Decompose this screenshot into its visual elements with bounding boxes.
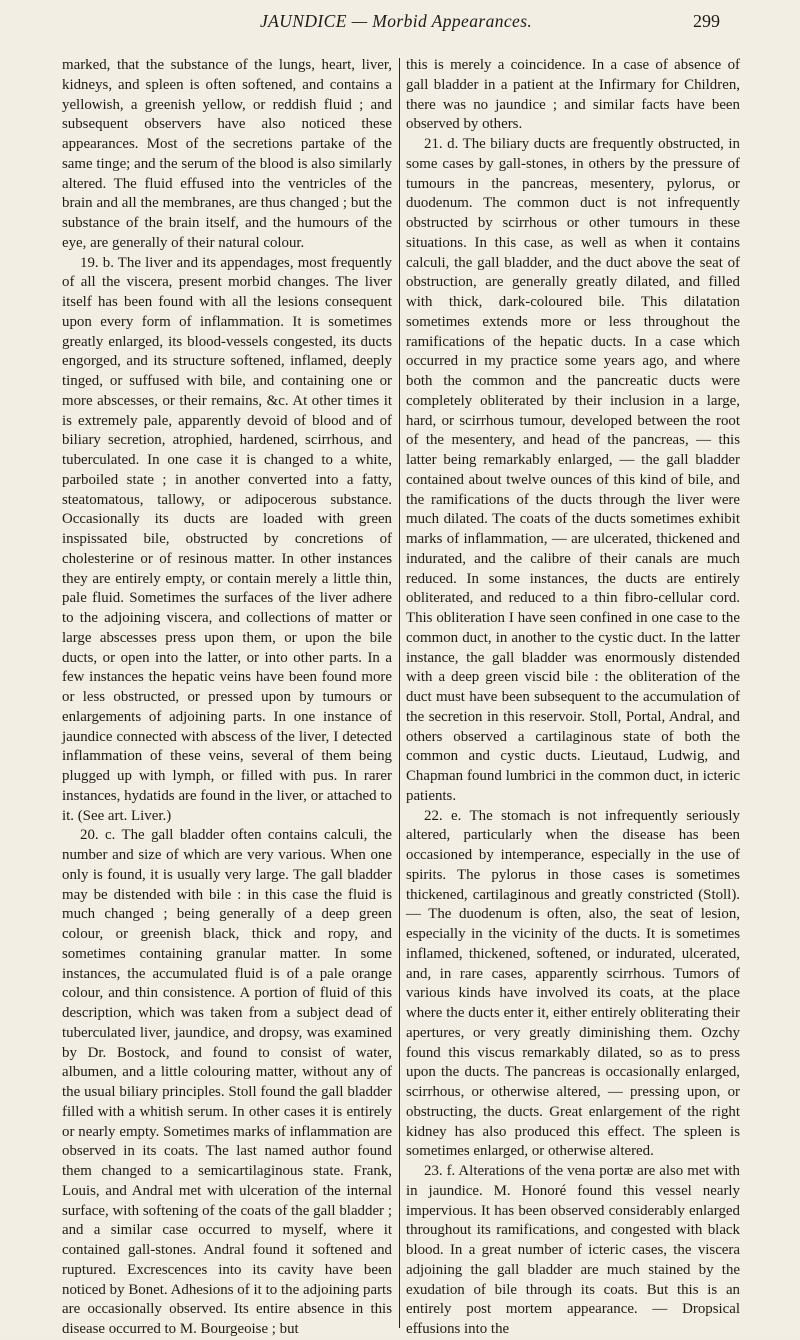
left-column [62,56,392,1340]
right-column [406,56,740,1340]
paragraph: 19. b. The liver and its appendages, most frequently of all the viscera, present morbid changes. The liver itself has been found with all the lesions consequent upon every form of inflammation. It is sometimes greatly enlarged, its blood-vessels congested, its ducts engorged, and its structure softened, inflamed, deeply tinged, or suffused with bile, and containing one or more abscesses, or their remains, &c. At other times it is extremely pale, apparently devoid of blood and of biliary secretion, atrophied, hardened, scirrhous, and tuberculated. In one case it is changed to a white, parboiled state ; in another converted into a fatty, steatomatous, tallowy, or adipocerous substance. Occasionally its ducts are loaded with green inspissated bile, obstructed by concretions of cholesterine or of resinous matter. In other instances they are entirely empty, or contain merely a little thin, pale fluid. Sometimes the surfaces of the liver adhere to the adjoining viscera, and collections of matter or large abscesses press upon them, or upon the bile ducts, or open into the latter, or into other parts. In a few instances the hepatic veins have been found more or less obstructed, or pressed upon by tumours or enlargements of adjoining parts. In one instance of jaundice connected with abscess of the liver, I detected inflammation of these veins, several of them being plugged up with lymph, or filled with pus. In rarer instances, hydatids are found in the liver, or attached to it. (See art. Liver.) [62,254,392,824]
paragraph: 21. d. The biliary ducts are frequently obstructed, in some cases by gall-stones, in others by the pressure of tumours in the pancreas, mesentery, pylorus, or duodenum. The common duct is not infrequently obstructed by scirrhous or other tumours in these situations. In this case, as well as when it contains calculi, the gall bladder, and the duct above the seat of obstruction, are generally greatly dilated, and filled with thick, dark-coloured bile. This dilatation sometimes extends more or less throughout the ramifications of the hepatic ducts. In a case which occurred in my practice some years ago, and where both the common and the pancreatic ducts were completely obliterated by their inclusion in a large, hard, or scirrhous tumour, developed between the root of the mesentery, and head of the pancreas, — this latter being remarkably enlarged, — the gall bladder contained about twelve ounces of this kind of bile, and the ramifications of the ducts through the liver were much dilated. The coats of the ducts sometimes exhibit marks of inflammation, — are ulcerated, thickened and indurated, and the calibre of their canals are much reduced. In some instances, the ducts are entirely obliterated, and reduced to a thin fibro-cellular cord. This obliteration I have seen confined in one case to the common duct, in another to the cystic duct. In the latter instance, the gall bladder was enormously distended with a deep green viscid bile : the obliteration of the duct must have been subsequent to the accumulation of the secretion in this reservoir. Stoll, Portal, Andral, and others observed a cartilaginous state of both the common and cystic ducts. Lieutaud, Ludwig, and Chapman found lumbrici in the common duct, in icteric patients. [406,136,740,804]
paragraph: this is merely a coincidence. In a case of absence of gall bladder in a patient at the Infirmary for Children, there was no jaundice ; and similar facts have been observed by others. [406,57,740,133]
paragraph: 22. e. The stomach is not infrequently seriously altered, particularly when the disease has been occasioned by intemperance, especially in the use of spirits. The pylorus in those cases is sometimes thickened, cartilaginous and greatly constricted (Stoll). — The duodenum is often, also, the seat of lesion, especially in the vicinity of the ducts. It is sometimes inflamed, thickened, softened, or indurated, ulcerated, and, in rare cases, apparently scirrhous. Tumors of various kinds have involved its coats, at the place where the ducts enter it, either entirely obliterating their apertures, or very greatly diminishing them. Ozchy found this viscus remarkably dilated, so as to press upon the ducts. The pancreas is occasionally enlarged, scirrhous, or otherwise altered, — pressing upon, or obstructing, the ducts. Great enlargement of the right kidney has also produced this effect. The spleen is sometimes enlarged, or otherwise altered. [406,807,740,1160]
column-divider [399,58,400,1328]
paragraph: marked, that the substance of the lungs, heart, liver, kidneys, and spleen is often softened, and contains a yellowish, a greenish yellow, or reddish fluid ; and subsequent observers have also noticed these appearances. Most of the secretions partake of the same tinge; and the serum of the blood is also similarly altered. The fluid effused into the ventricles of the brain and all the membranes, are thus changed ; but the substance of the brain itself, and the humours of the eye, are generally of their natural colour. [62,57,392,251]
running-head: JAUNDICE — Morbid Appearances. [260,11,533,31]
paragraph: 20. c. The gall bladder often contains calculi, the number and size of which are very various. When one only is found, it is usually very large. The gall bladder may be distended with bile : in this case the fluid is much changed ; being generally of a deep green colour, or greenish black, thick and ropy, and sometimes containing granular matter. In some instances, the accumulated fluid is of a pale orange colour, and thin consistence. A portion of fluid of this description, which was taken from a subject dead of tuberculated liver, jaundice, and dropsy, was examined by Dr. Bostock, and found to consist of water, albumen, and a little colouring matter, without any of the usual biliary principles. Stoll found the gall bladder filled with a whitish serum. In other cases it is entirely or nearly empty. Sometimes marks of inflammation are observed in its coats. The last named author found them changed to a semicartilaginous state. Frank, Louis, and Andral met with ulceration of the internal surface, with softening of the coats of the gall bladder ; and a similar case occurred to myself, where it contained gall-stones. Andral found it softened and ruptured. Excrescences into its cavity have been noticed by Bonet. Adhesions of it to the adjoining parts are occasionally observed. Its entire absence in this disease occurred to M. Bourgeoise ; but [62,827,392,1337]
paragraph: 23. f. Alterations of the vena portæ are also met with in jaundice. M. Honoré found this vessel nearly impervious. It has been observed considerably enlarged throughout its ramifications, and congested with black blood. In a great number of icteric cases, the viscera adjoining the gall bladder are much stained by the exudation of bile through its coats. But this is an entirely post mortem appearance. — Dropsical effusions into the [406,1163,740,1337]
page-header [60,5,740,37]
page-number: 299 [693,11,720,31]
